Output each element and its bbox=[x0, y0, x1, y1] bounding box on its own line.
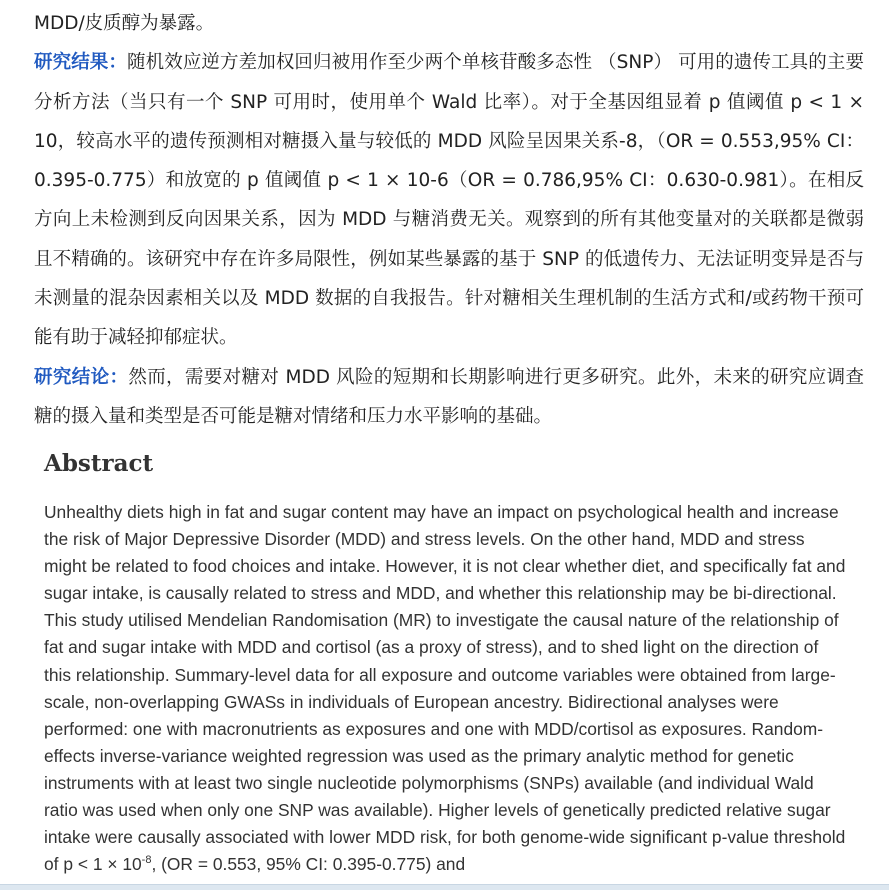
abstract-heading: Abstract bbox=[44, 450, 154, 477]
abstract-body-main: Unhealthy diets high in fat and sugar content may have an impact on psychological health and increase the risk of Major Depressive Disorder (MDD) and stress levels. On the other hand, MDD and stress might be related to food choices and intake. However, it is not clear whether diet, and specifically fat and sugar intake, is causally related to stress and MDD, and whether this relationship may be bi-directional. This study utilised Mendelian Randomisation (MR) to investigate the causal nature of the relationship of fat and sugar intake with MDD and cortisol (as a proxy of stress), and to shed light on the direction of this relationship. Summary-level data for all exposure and outcome variables were obtained from large-scale, non-overlapping GWASs in individuals of European ancestry. Bidirectional analyses were performed: one with macronutrients as exposures and one with MDD/cortisol as exposures. Random-effects inverse-variance weighted regression was used as the primary analytic method for genetic instruments with at least two single nucleotide polymorphisms (SNPs) available (and individual Wald ratio was used when only one SNP was available). Higher levels of genetically predicted relative sugar intake were causally associated with lower MDD risk, for both genome-wide significant p-value threshold of p < 1 × 10 bbox=[44, 502, 846, 875]
results-text: 随机效应逆方差加权回归被用作至少两个单核苷酸多态性 （SNP） 可用的遗传工具的主要分析方法（当只有一个 SNP 可用时，使用单个 Wald 比率）。对于全基因组显着 p 值阈值 p < 1 × 10，较高水平的遗传预测相对糖摄入量与较低的 MDD 风险呈因果关系-8，（OR = 0.553,95% CI：0.395-0.775）和放宽的 p 值阈值 p < 1 × 10-6（OR = 0.786,95% CI：0.630-0.981）。在相反方向上未检测到反向因果关系，因为 MDD 与糖消费无关。观察到的所有其他变量对的关联都是微弱且不精确的。该研究中存在许多局限性，例如某些暴露的基于 SNP 的低遗传力、无法证明变异是否与未测量的混杂因素相关以及 MDD 数据的自我报告。针对糖相关生理机制的生活方式和/或药物干预可能有助于减轻抑郁症状。 bbox=[34, 52, 864, 349]
abstract-image-panel bbox=[0, 440, 889, 890]
conclusion-label: 研究结论： bbox=[34, 366, 129, 388]
bottom-edge-bar bbox=[0, 884, 889, 890]
intro-tail bbox=[34, 4, 864, 43]
chinese-summary bbox=[34, 4, 864, 436]
results-label: 研究结果： bbox=[34, 52, 128, 74]
results-paragraph bbox=[34, 43, 864, 357]
abstract-body bbox=[44, 499, 850, 878]
conclusion-paragraph bbox=[34, 358, 864, 437]
abstract-exponent: -8 bbox=[141, 854, 152, 867]
intro-tail-text: MDD/皮质醇为暴露。 bbox=[34, 13, 215, 34]
abstract-body-tail: , (OR = 0.553, 95% CI: 0.395-0.775) and bbox=[151, 854, 466, 875]
conclusion-text: 然而，需要对糖对 MDD 风险的短期和长期影响进行更多研究。此外，未来的研究应调查糖的摄入量和类型是否可能是糖对情绪和压力水平影响的基础。 bbox=[34, 366, 864, 427]
